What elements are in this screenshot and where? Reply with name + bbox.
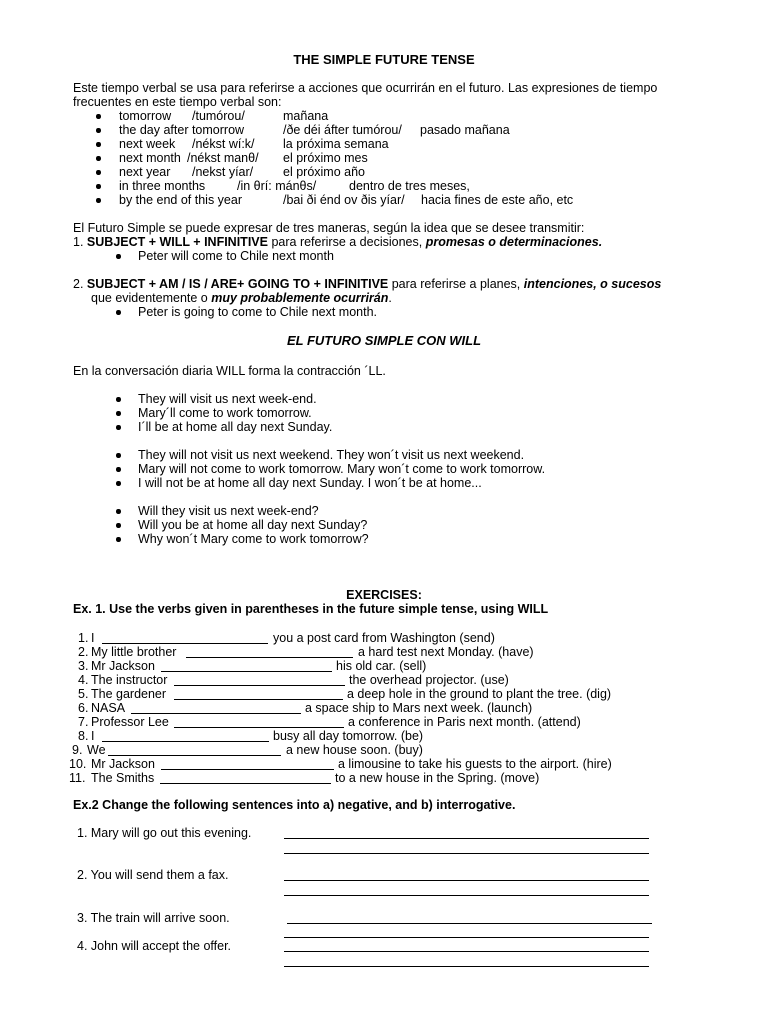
example-item: They will not visit us next weekend. They won´t visit us next weekend. — [138, 448, 525, 462]
answer-line-interrogative[interactable] — [284, 895, 649, 896]
bullet-icon — [96, 184, 101, 189]
bullet-icon — [116, 509, 121, 514]
exercise-item-rest: busy all day tomorrow. (be) — [273, 729, 424, 743]
exercise-item-rest: his old car. (sell) — [336, 659, 427, 673]
intro-line-1: Este tiempo verbal se usa para referirse a acciones que ocurrirán en el futuro. Las expresiones de tiempo — [73, 81, 658, 95]
way-1-number: 1. — [73, 235, 84, 249]
expression-es: dentro de tres meses, — [349, 179, 470, 193]
bullet-icon — [116, 523, 121, 528]
exercise-item-number: 2. — [78, 645, 89, 659]
answer-line-negative[interactable] — [284, 838, 649, 839]
answer-blank[interactable] — [174, 685, 345, 686]
ways-intro: El Futuro Simple se puede expresar de tres maneras, según la idea que se desee transmitir: — [73, 221, 585, 235]
exercise-item-number: 1. — [78, 631, 89, 645]
expression-pron: /tumórou/ — [192, 109, 245, 123]
bullet-icon — [96, 170, 101, 175]
exercise-item-number: 7. — [78, 715, 89, 729]
expression-en: next year — [119, 165, 171, 179]
expression-pron: /nékst wí:k/ — [192, 137, 255, 151]
expression-es: mañana — [283, 109, 329, 123]
way-2-example: Peter is going to come to Chile next month. — [138, 305, 378, 319]
exercise-item-number: 3. — [78, 659, 89, 673]
exercise-item-rest: a hard test next Monday. (have) — [358, 645, 534, 659]
answer-blank[interactable] — [102, 741, 269, 742]
exercise-item-rest: a limousine to take his guests to the airport. (hire) — [338, 757, 612, 771]
bullet-icon — [116, 453, 121, 458]
exercise-item-subject: I — [91, 631, 95, 645]
example-item: Mary will not come to work tomorrow. Mary won´t come to work tomorrow. — [138, 462, 546, 476]
expression-es: el próximo año — [283, 165, 365, 179]
intro-line-2: frecuentes en este tiempo verbal son: — [73, 95, 282, 109]
answer-blank[interactable] — [174, 727, 344, 728]
exercise-item-number: 6. — [78, 701, 89, 715]
way-2-emphasis: intenciones, o sucesos — [523, 277, 662, 291]
exercise-item-rest: a conference in Paris next month. (attend) — [348, 715, 581, 729]
bullet-icon — [116, 254, 121, 259]
exercise-2-instructions: Ex.2 Change the following sentences into a) negative, and b) interrogative. — [73, 798, 516, 812]
answer-line-interrogative[interactable] — [284, 966, 649, 967]
way-2-number: 2. — [73, 277, 84, 291]
way-2 — [73, 277, 661, 291]
exercise-item-number: 11. — [69, 771, 86, 785]
way-2-line-2-period: . — [388, 291, 392, 305]
exercise-item-subject: Mr Jackson — [91, 757, 155, 771]
way-2-text: para referirse a planes, — [391, 277, 521, 291]
exercise-item-number: 4. — [78, 673, 89, 687]
exercise-item-subject: The Smiths — [91, 771, 155, 785]
bullet-icon — [116, 467, 121, 472]
answer-blank[interactable] — [102, 643, 268, 644]
expression-pron: /bai ði énd ov ðis yíar/ — [283, 193, 405, 207]
bullet-icon — [116, 397, 121, 402]
exercise-item-rest: to a new house in the Spring. (move) — [335, 771, 540, 785]
example-item: Will you be at home all day next Sunday? — [138, 518, 368, 532]
answer-blank[interactable] — [161, 769, 334, 770]
way-1-example: Peter will come to Chile next month — [138, 249, 334, 263]
answer-line-negative[interactable] — [284, 880, 649, 881]
way-1 — [73, 235, 602, 249]
way-1-text: para referirse a decisiones, — [271, 235, 423, 249]
answer-blank[interactable] — [108, 755, 281, 756]
example-item: Mary´ll come to work tomorrow. — [138, 406, 312, 420]
exercise-item-rest: a new house soon. (buy) — [286, 743, 423, 757]
page-title: THE SIMPLE FUTURE TENSE — [293, 52, 475, 67]
bullet-icon — [116, 537, 121, 542]
expression-en: by the end of this year — [119, 193, 242, 207]
expression-pron: /ðe déi áfter tumórou/ — [283, 123, 402, 137]
exercise-item-subject: Professor Lee — [91, 715, 169, 729]
contraction-note: En la conversación diaria WILL forma la contracción ´LL. — [73, 364, 386, 378]
exercise-item-subject: My little brother — [91, 645, 177, 659]
bullet-icon — [116, 310, 121, 315]
answer-blank[interactable] — [160, 783, 331, 784]
bullet-icon — [116, 481, 121, 486]
section-title-will: EL FUTURO SIMPLE CON WILL — [286, 333, 482, 348]
exercise-item-number: 9. — [72, 743, 83, 757]
exercise-item-number: 10. — [69, 757, 87, 771]
expression-es: la próxima semana — [283, 137, 389, 151]
answer-blank[interactable] — [174, 699, 343, 700]
expression-en: tomorrow — [119, 109, 172, 123]
bullet-icon — [116, 425, 121, 430]
exercise-2-sentence: 3. The train will arrive soon. — [77, 911, 230, 925]
exercise-item-subject: The instructor — [91, 673, 168, 687]
exercises-heading: EXERCISES: — [346, 588, 422, 602]
bullet-icon — [96, 198, 101, 203]
example-item: Will they visit us next week-end? — [138, 504, 319, 518]
expression-es: pasado mañana — [420, 123, 510, 137]
expression-pron: /in θrí: mánθs/ — [237, 179, 317, 193]
exercise-2-sentence: 1. Mary will go out this evening. — [77, 826, 252, 840]
way-1-formula: SUBJECT + WILL + INFINITIVE — [86, 235, 268, 249]
way-2-formula: SUBJECT + AM / IS / ARE+ GOING TO + INFINITIVE — [86, 277, 389, 291]
example-item: I´ll be at home all day next Sunday. — [138, 420, 333, 434]
answer-line-interrogative[interactable] — [284, 853, 649, 854]
way-1-emphasis: promesas o determinaciones. — [425, 235, 603, 249]
expression-en: next month — [119, 151, 181, 165]
example-item: I will not be at home all day next Sunday. I won´t be at home... — [138, 476, 482, 490]
bullet-icon — [96, 156, 101, 161]
exercise-item-subject: Mr Jackson — [91, 659, 155, 673]
expression-en: in three months — [119, 179, 206, 193]
way-2-line-2-text: que evidentemente o — [91, 291, 208, 305]
expression-es: el próximo mes — [283, 151, 368, 165]
expression-pron: /nékst manθ/ — [187, 151, 259, 165]
exercise-2-sentence: 4. John will accept the offer. — [77, 939, 232, 953]
example-item: They will visit us next week-end. — [138, 392, 317, 406]
expression-en: next week — [119, 137, 176, 151]
answer-line-interrogative[interactable] — [284, 937, 649, 938]
exercise-item-subject: We — [87, 743, 106, 757]
expression-pron: /nekst yíar/ — [192, 165, 254, 179]
exercise-item-rest: you a post card from Washington (send) — [273, 631, 495, 645]
bullet-icon — [116, 411, 121, 416]
bullet-icon — [96, 114, 101, 119]
bullet-icon — [96, 128, 101, 133]
way-2-line-2-emphasis: muy probablemente ocurrirán — [211, 291, 389, 305]
answer-blank[interactable] — [161, 671, 332, 672]
exercise-item-subject: I — [91, 729, 95, 743]
expression-en: the day after tomorrow — [119, 123, 245, 137]
answer-blank[interactable] — [131, 713, 301, 714]
answer-line-negative[interactable] — [284, 951, 649, 952]
exercise-item-number: 5. — [78, 687, 89, 701]
exercise-item-number: 8. — [78, 729, 89, 743]
way-2-line-2 — [91, 291, 392, 305]
answer-line-negative[interactable] — [287, 923, 652, 924]
exercise-item-rest: a space ship to Mars next week. (launch) — [305, 701, 533, 715]
exercise-1-instructions: Ex. 1. Use the verbs given in parentheses in the future simple tense, using WILL — [73, 602, 549, 616]
exercise-item-subject: NASA — [91, 701, 126, 715]
expression-es: hacia fines de este año, etc — [421, 193, 574, 207]
exercise-item-subject: The gardener — [91, 687, 167, 701]
answer-blank[interactable] — [186, 657, 353, 658]
example-item: Why won´t Mary come to work tomorrow? — [138, 532, 369, 546]
bullet-icon — [96, 142, 101, 147]
exercise-item-rest: the overhead projector. (use) — [349, 673, 509, 687]
exercise-item-rest: a deep hole in the ground to plant the tree. (dig) — [347, 687, 612, 701]
exercise-2-sentence: 2. You will send them a fax. — [77, 868, 229, 882]
